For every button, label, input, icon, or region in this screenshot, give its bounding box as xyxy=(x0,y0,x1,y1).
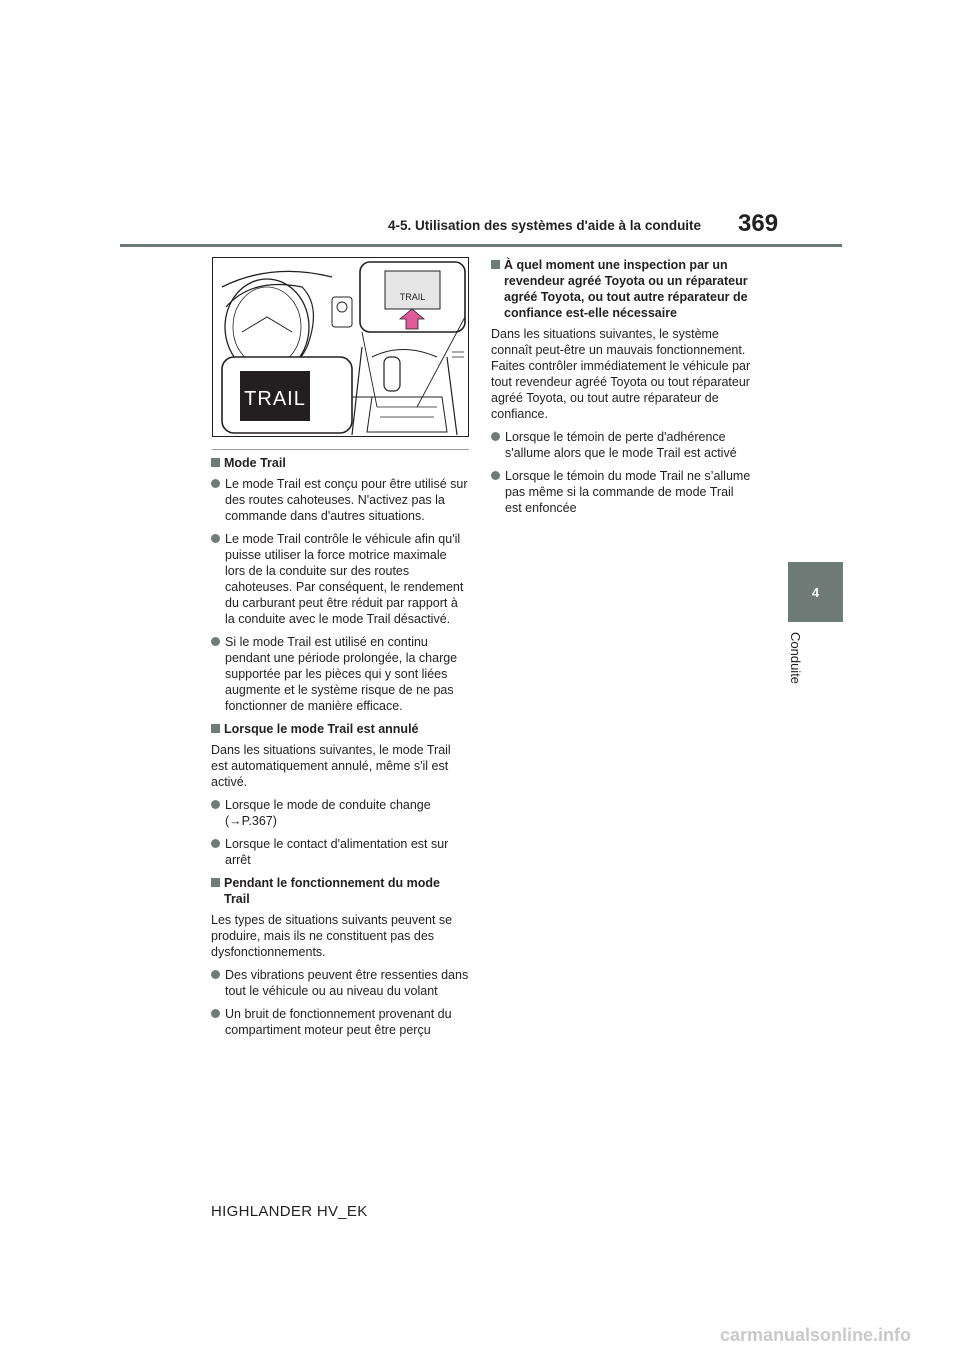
bullet-dot-icon xyxy=(211,970,220,979)
trail-indicator-label: TRAIL xyxy=(244,388,306,410)
list-item: Le mode Trail est conçu pour être utilisé sur des routes cahoteuses. N'activez pas la commande dans d'autres situations. xyxy=(211,476,469,524)
chapter-label-text: Conduite xyxy=(788,632,803,685)
illustration-divider xyxy=(212,449,469,450)
heading-inspection: À quel moment une inspection par un revendeur agréé Toyota ou un réparateur agréé Toyota, ou tout autre réparateur de confiance est-elle nécessaire xyxy=(491,257,751,321)
chapter-tab[interactable] xyxy=(788,562,843,622)
square-marker-icon xyxy=(211,878,220,887)
right-column xyxy=(491,257,751,523)
list-item: Un bruit de fonctionnement provenant du compartiment moteur peut être perçu xyxy=(211,1006,469,1038)
bullet-dot-icon xyxy=(491,471,500,480)
model-footer: HIGHLANDER HV_EK xyxy=(211,1203,368,1220)
chapter-label xyxy=(781,632,811,692)
list-item: Le mode Trail contrôle le véhicule afin qu'il puisse utiliser la force motrice maximale lors de la conduite sur des routes cahoteuses. Par conséquent, le rendement du carburant peut être réduit par rapport à la conduite avec le mode Trail désactivé. xyxy=(211,531,469,627)
bullet-dot-icon xyxy=(211,534,220,543)
paragraph: Les types de situations suivants peuvent se produire, mais ils ne constituent pas des dysfonctionnements. xyxy=(211,913,453,959)
bullet-dot-icon xyxy=(211,479,220,488)
list-item: Lorsque le témoin de perte d'adhérence s'allume alors que le mode Trail est activé xyxy=(491,429,751,461)
list-item: Des vibrations peuvent être ressenties dans tout le véhicule ou au niveau du volant xyxy=(211,967,469,999)
left-column xyxy=(211,455,469,1045)
square-marker-icon xyxy=(211,724,220,733)
list-item: Lorsque le contact d'alimentation est sur arrêt xyxy=(211,836,469,868)
heading-mode-trail: Mode Trail xyxy=(211,455,469,471)
trail-switch-illustration xyxy=(212,257,469,437)
bullet-dot-icon xyxy=(211,800,220,809)
list-item: Lorsque le mode de conduite change (→P.367) xyxy=(211,797,469,829)
header-rule xyxy=(120,244,842,247)
trail-button-label: TRAIL xyxy=(399,292,426,302)
square-marker-icon xyxy=(211,458,220,467)
bullet-dot-icon xyxy=(491,432,500,441)
chapter-number: 4 xyxy=(811,584,820,600)
heading-annule: Lorsque le mode Trail est annulé xyxy=(211,721,469,737)
watermark: carmanualsonline.info xyxy=(720,1325,912,1345)
bullet-dot-icon xyxy=(211,1009,220,1018)
bullet-dot-icon xyxy=(211,839,220,848)
square-marker-icon xyxy=(491,260,500,269)
bullet-dot-icon xyxy=(211,637,220,646)
section-title: 4-5. Utilisation des systèmes d'aide à la conduite xyxy=(388,218,702,233)
heading-fonctionnement: Pendant le fonctionnement du mode Trail xyxy=(211,875,469,907)
paragraph: Dans les situations suivantes, le système connaît peut-être un mauvais fonctionnement. Faites contrôler immédiatement le véhicule par tout revendeur agréé Toyota ou tout réparateur agréé Toyota, ou tout autre réparateur de confiance. xyxy=(491,327,751,421)
list-item: Lorsque le témoin du mode Trail ne s’allume pas même si la commande de mode Trail est enfoncée xyxy=(491,468,751,516)
list-item: Si le mode Trail est utilisé en continu pendant une période prolongée, la charge supportée par les pièces qui y sont liées augmente et le système risque de ne pas fonctionner de manière efficace. xyxy=(211,634,469,714)
paragraph: Dans les situations suivantes, le mode Trail est automatiquement annulé, même s'il est activé. xyxy=(211,743,451,789)
page-number: 369 xyxy=(738,210,779,237)
